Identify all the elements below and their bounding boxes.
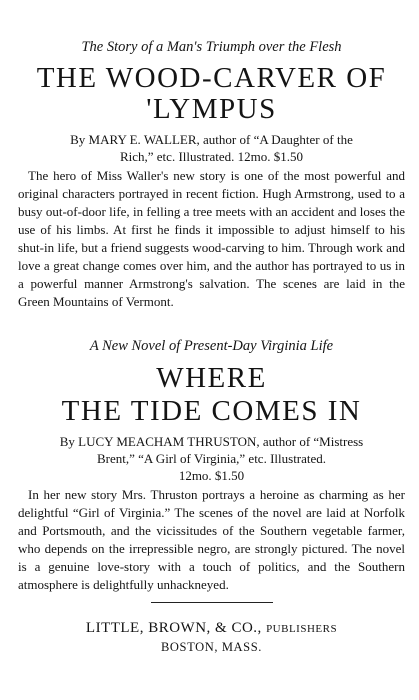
book1-tagline: The Story of a Man's Triumph over the Flesh (81, 39, 342, 55)
book2-tagline: A New Novel of Present-Day Virginia Life (89, 338, 334, 354)
publisher-role: PUBLISHERS (266, 623, 338, 635)
book2-byline-line2: Brent,” “A Girl of Virginia,” etc. Illustrated. (96, 451, 327, 466)
book2-description: In her new story Mrs. Thruston portrays a heroine as charming as her delightful “Girl of Virginia.” The scenes of the novel are laid at Norfolk and Portsmouth, and the vicissitudes of the Southern vegetable farmer, who depends on the irrepressible negro, are strongly pictured. The novel is a genuine love-story with a touch of politics, and the Southern atmosphere is delightfully unhackneyed. (18, 487, 405, 592)
book1-title-line2: 'LYMPUS (146, 93, 277, 125)
publisher-line (18, 619, 405, 639)
publisher-city: BOSTON, MASS. (160, 640, 262, 654)
book2-title-line1: WHERE (156, 362, 267, 394)
book2-byline-line1: By LUCY MEACHAM THRUSTON, author of “Mistress (59, 434, 364, 449)
book1-description: The hero of Miss Waller's new story is one of the most powerful and original characters portrayed in recent fiction. Hugh Armstrong, used to a busy out-of-door life, in felling a tree meets with an accident and loses the use of his limbs. At first he finds it impossible to adjust himself to his shut-in life, but a friend suggests wood-carving to him. Through work and love a great change comes over him, and the author has portrayed to us in a powerful manner Armstrong's salvation. The scenes are laid in the Green Mountains of Vermont. (18, 168, 405, 309)
book1-title-line1: THE WOOD-CARVER OF (36, 62, 387, 94)
book2-title-line2: THE TIDE COMES IN (61, 395, 362, 427)
book2-byline-line3: 12mo. $1.50 (178, 468, 245, 483)
publisher-name: LITTLE, BROWN, & CO., (85, 620, 262, 636)
book1-byline-line1: By MARY E. WALLER, author of “A Daughter of the (70, 132, 353, 147)
book1-byline-line2: Rich,” etc. Illustrated. 12mo. $1.50 (119, 149, 304, 164)
